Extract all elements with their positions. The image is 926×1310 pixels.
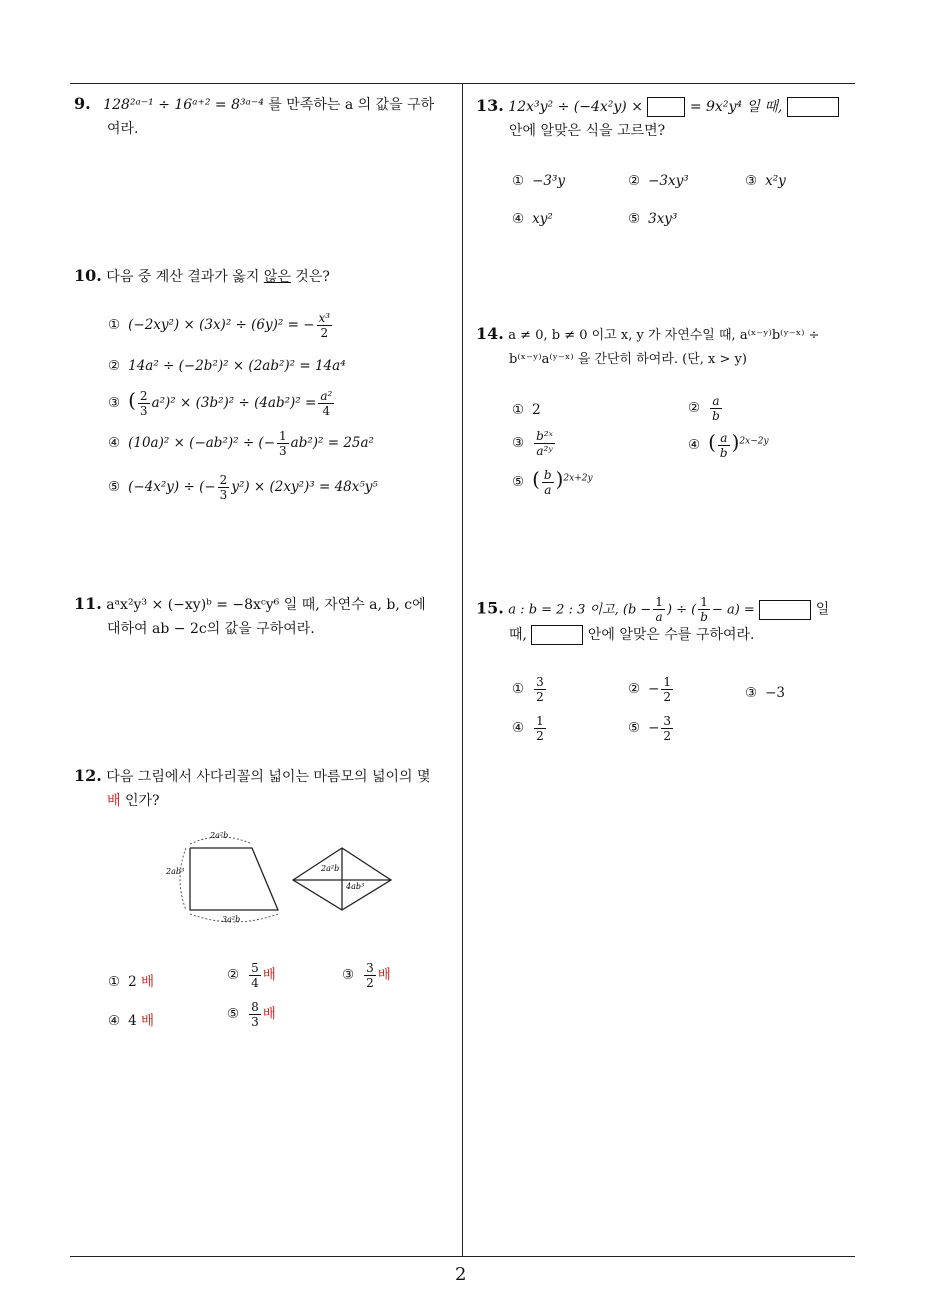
answer-box[interactable] xyxy=(647,97,685,117)
fraction: $\frac{b}{a}$ xyxy=(543,468,552,497)
question-number: 15. xyxy=(476,598,504,618)
choice-1[interactable]: ① 2 배 xyxy=(108,974,155,990)
trapezoid xyxy=(190,848,278,910)
choice-mark: ① xyxy=(512,173,525,189)
question-text-line2: 대하여 ab − 2c의 값을 구하여라. xyxy=(107,621,315,637)
question-number: 12. xyxy=(74,766,102,785)
equation: 128²ᵃ⁻¹ ÷ 16ᵃ⁺² = 8³ᵃ⁻⁴ xyxy=(103,97,264,113)
choice-2[interactable]: ② −3xy³ xyxy=(628,173,689,189)
question-text-line2: b⁽ˣ⁻ʸ⁾a⁽ʸ⁻ˣ⁾ 을 간단히 하여라. (단, x > y) xyxy=(509,352,747,367)
choice-mark: ③ xyxy=(108,395,121,411)
choice-expr: (10a)² × (−ab²)² ÷ (− xyxy=(128,435,276,451)
equation: 12x³y² ÷ (−4x²y) × xyxy=(508,99,643,115)
highlight-word: 배 xyxy=(107,793,121,809)
fraction: $\frac{2}{3}$ xyxy=(219,473,228,502)
fraction: $\frac{1}{3}$ xyxy=(279,429,287,458)
choice-4[interactable]: ④ 4 배 xyxy=(108,1013,155,1029)
fraction: $\frac{2}{3}$ xyxy=(139,389,148,418)
question-11 xyxy=(74,592,459,641)
choice-mark: ④ xyxy=(108,1013,121,1029)
choice-mark: ② xyxy=(628,681,641,697)
question-text: 를 만족하는 a 의 값을 구하 xyxy=(263,97,435,113)
equation-rest: = 9x²y⁴ 일 때, xyxy=(689,99,783,115)
choice-expr: (−4x²y) ÷ (− xyxy=(128,479,216,495)
question-12 xyxy=(74,764,459,813)
choice-mark: ③ xyxy=(342,967,355,983)
question-15: 15. a : b = 2 : 3 이고, (b − $\frac{1}{a}$ ) ÷ ( $\frac{1}{b}$ − a) = 일 때, 안에 알맞은 수를 구하여라. xyxy=(476,595,830,643)
question-text-line2: 인가? xyxy=(120,793,160,809)
choice-mark: ⑤ xyxy=(227,1006,240,1022)
choice-mark: ① xyxy=(108,317,121,333)
question-text-end: 것은? xyxy=(290,269,330,285)
choice-3[interactable] xyxy=(512,430,557,457)
choice-mark: ② xyxy=(628,173,641,189)
choice-mark: ① xyxy=(108,974,121,990)
fig-label-bottom: 3a²b xyxy=(222,915,241,924)
choice-1[interactable] xyxy=(108,312,334,339)
choice-mark: ② xyxy=(688,400,701,416)
fraction: $\frac{3}{2}$ xyxy=(663,714,672,743)
choice-5[interactable]: ⑤ 3xy³ xyxy=(628,211,678,227)
choice-mark: ② xyxy=(227,967,240,983)
choice-5[interactable]: ⑤ − $\frac{3}{2}$ xyxy=(628,714,672,743)
question-10 xyxy=(74,264,459,289)
fraction: $\frac{a}{b}$ xyxy=(719,431,728,460)
choice-mark: ④ xyxy=(688,437,701,453)
fraction: $\frac{8}{3}$ xyxy=(251,1000,259,1029)
underlined-word: 않은 xyxy=(263,269,291,285)
choice-mark: ⑤ xyxy=(628,211,641,227)
choice-mark: ① xyxy=(512,402,525,418)
choice-3[interactable]: ③ −3 xyxy=(745,685,786,701)
question-text: 다음 중 계산 결과가 옳지 xyxy=(106,269,264,285)
choice-mark: ④ xyxy=(512,720,525,736)
fraction: $\frac{\text{b²ˣ}}{\text{a²ʸ}}$ xyxy=(536,429,553,458)
fraction: $\frac{1}{b}$ xyxy=(700,595,708,624)
choice-mark: ② xyxy=(108,358,121,374)
choice-mark: ③ xyxy=(512,435,525,451)
choice-2[interactable]: ② $\frac{5}{4}$ 배 xyxy=(227,961,276,990)
choice-3[interactable]: ③ x²y xyxy=(745,173,786,189)
question-number: 10. xyxy=(74,266,102,285)
choice-mark: ⑤ xyxy=(628,720,641,736)
question-13 xyxy=(476,94,861,143)
choice-expr: 14a² ÷ (−2b²)² × (2ab²)² = 14a⁴ xyxy=(128,358,346,374)
fraction: $\frac{5}{4}$ xyxy=(251,961,259,990)
fraction: $\frac{1}{2}$ xyxy=(536,714,544,743)
choice-5[interactable]: ⑤ (−4x²y) ÷ (− $\frac{2}{3}$ y²) × (2xy²)³ = 48x⁵y⁵ xyxy=(108,473,378,502)
choice-4[interactable] xyxy=(512,715,548,742)
choice-2[interactable] xyxy=(108,358,346,374)
choice-mark: ③ xyxy=(745,173,758,189)
choice-1[interactable]: ① −3³y xyxy=(512,173,566,189)
choice-mark: ⑤ xyxy=(108,479,121,495)
choice-3[interactable]: ③ $\frac{3}{2}$ 배 xyxy=(342,961,391,990)
question-number: 11. xyxy=(74,594,102,613)
question-text: 다음 그림에서 사다리꼴의 넓이는 마름모의 넓이의 몇 xyxy=(106,769,431,785)
choice-4[interactable]: ④ xy² xyxy=(512,211,553,227)
choice-expr: (−2xy²) × (3x)² ÷ (6y)² = − xyxy=(128,317,315,333)
question-number: 9. xyxy=(74,94,91,113)
choice-mark: ⑤ xyxy=(512,474,525,490)
choice-expr: a²)² × (3b²)² ÷ (4ab²)² = xyxy=(151,395,317,411)
fraction: $\frac{3}{2}$ xyxy=(366,961,374,990)
answer-box-ref xyxy=(531,625,583,645)
question-number: 13. xyxy=(476,96,504,115)
choice-4[interactable]: ④ ( $\frac{a}{b}$ )$^{2x-2y}$ xyxy=(688,430,769,460)
fig-label-left: 2ab³ xyxy=(166,867,185,876)
column-divider xyxy=(462,83,463,1256)
fraction: $\frac{a}{b}$ xyxy=(712,394,720,423)
question-9 xyxy=(74,92,459,141)
choice-mark: ③ xyxy=(745,685,758,701)
choice-mark: ④ xyxy=(512,211,525,227)
question-text-line2: 안에 알맞은 수를 구하여라. xyxy=(587,627,755,643)
page-number: 2 xyxy=(455,1264,467,1285)
fig-label-rhombus-h: 4ab³ xyxy=(346,882,365,891)
answer-box-ref xyxy=(787,97,839,117)
question-number: 14. xyxy=(476,324,504,343)
choice-3[interactable]: ③ ( $\frac{2}{3}$ a²)² × (3b²)² ÷ (4ab²)² = $\frac{\text{a²}}{4}$ xyxy=(108,388,333,418)
question-text: aᵃx²y³ × (−xy)ᵇ = −8xᶜy⁶ 일 때, 자연수 a, b, c에 xyxy=(106,597,426,613)
choice-1[interactable] xyxy=(512,676,548,703)
equation: a : b = 2 : 3 이고, (b − xyxy=(508,602,652,618)
question-14 xyxy=(476,322,861,372)
figure-trapezoid-rhombus xyxy=(160,822,400,932)
fig-label-rhombus-v: 2a²b xyxy=(321,864,340,873)
choice-1[interactable]: ① 2 xyxy=(512,402,541,418)
choice-mark: ④ xyxy=(108,435,121,451)
choice-2[interactable] xyxy=(688,395,724,422)
left-brace xyxy=(180,848,186,910)
fraction: $\frac{\text{a²}}{4}$ xyxy=(320,389,333,418)
fraction: $\frac{\text{x³}}{2}$ xyxy=(318,311,331,340)
choice-4[interactable]: ④ (10a)² × (−ab²)² ÷ (− $\frac{1}{3}$ ab²)² = 25a² xyxy=(108,429,374,458)
fraction: $\frac{3}{2}$ xyxy=(536,675,544,704)
choice-mark: ① xyxy=(512,681,525,697)
answer-box[interactable] xyxy=(759,600,811,620)
question-text-line2: 여라. xyxy=(107,121,139,137)
fig-label-top: 2a²b xyxy=(210,831,229,840)
question-text-line2: 안에 알맞은 식을 고르면? xyxy=(509,123,666,139)
bottom-rule xyxy=(70,1256,855,1257)
choice-2[interactable]: ② − $\frac{1}{2}$ xyxy=(628,675,672,704)
choice-5[interactable]: ⑤ ( $\frac{b}{a}$ )$^{2x+2y}$ xyxy=(512,467,593,497)
fraction: $\frac{1}{a}$ xyxy=(655,595,663,624)
fraction: $\frac{1}{2}$ xyxy=(663,675,672,704)
choice-5[interactable]: ⑤ $\frac{8}{3}$ 배 xyxy=(227,1000,276,1029)
question-text: a ≠ 0, b ≠ 0 이고 x, y 가 자연수일 때, a⁽ˣ⁻ʸ⁾b⁽ʸ⁻ˣ⁾ ÷ xyxy=(508,328,820,343)
